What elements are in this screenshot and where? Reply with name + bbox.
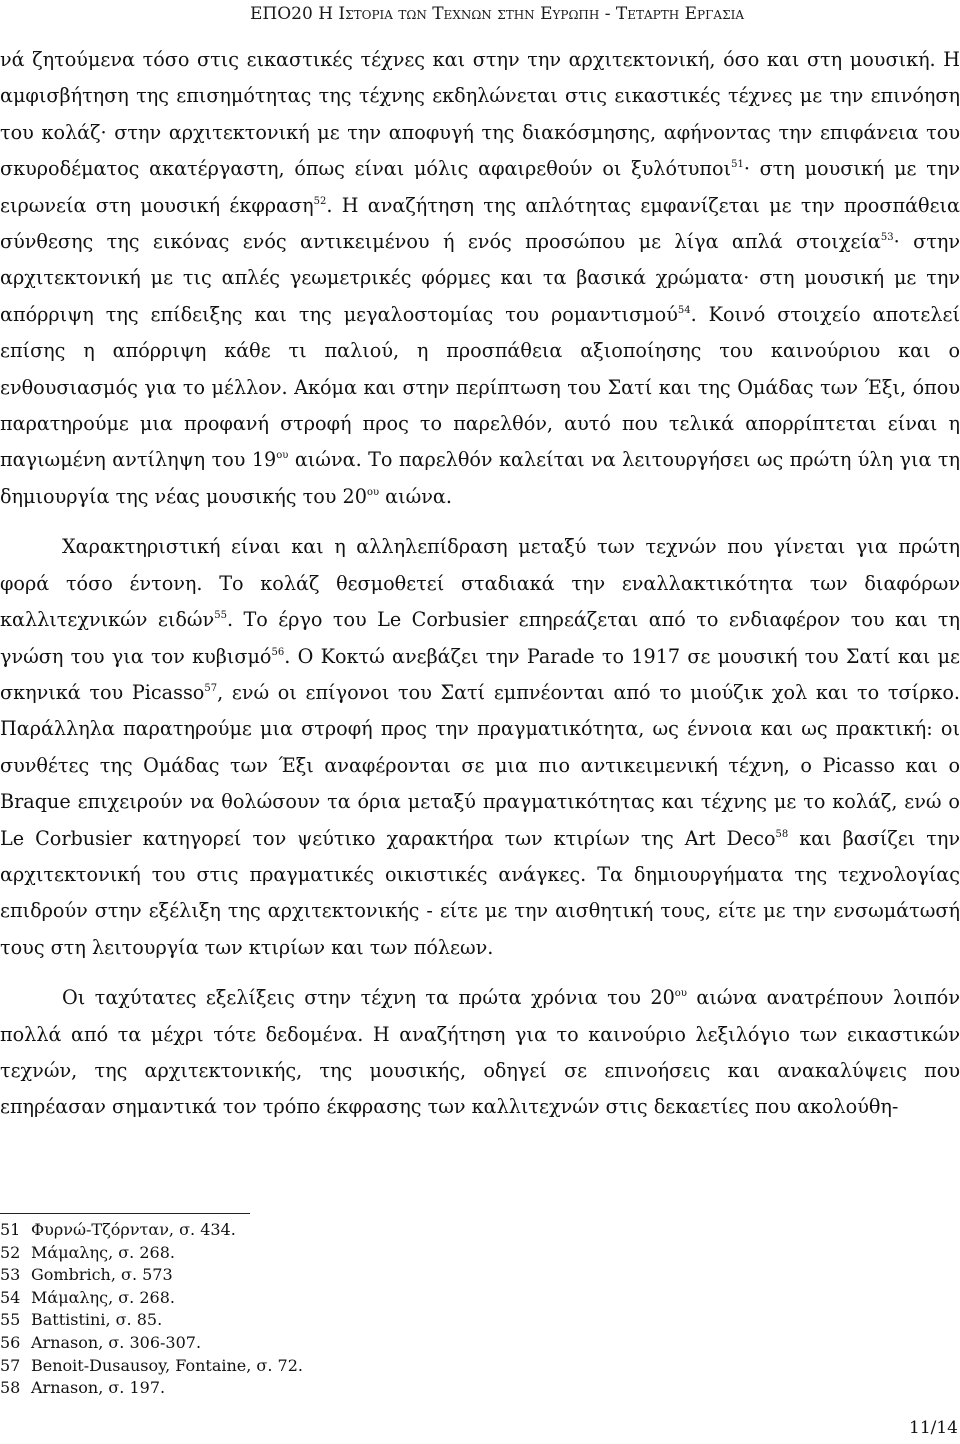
text-run: . Το έργο του Le Corbusier επηρεάζεται από το ενδιαφέρον του και τη γνώση του για τον κυβισμό	[0, 608, 960, 668]
text-run: αιώνα ανατρέπουν λοιπόν πολλά από τα μέχρι τότε δεδομένα. Η αναζήτηση για το καινούριο λεξιλόγιο των εικαστικών τεχνών, της αρχιτεκτονικής, της μουσικής, οδηγεί σε επινοήσεις και ανακαλύψεις που επηρέασαν σημαντικά τον τρόπο έκφρασης των καλλιτεχνών στις δεκαετίες που ακολούθη-	[0, 986, 960, 1119]
ordinal-suffix: ου	[276, 450, 289, 462]
text-run: νά ζητούμενα τόσο στις εικαστικές τέχνες και στην την αρχιτεκτονική, όσο και στη μουσική. Η αμφισβήτηση της επισημότητας της τέχνης εκδηλώνεται στις εικαστικές τέχνες με την επινόηση του κολάζ· στην αρχιτεκτονική με την αποφυγή της διακόσμησης, αφήνοντας την επιφάνεια του σκυροδέματος ακατέργαστη, όπως είναι μόλις αφαιρεθούν οι ξυλότυποι	[0, 48, 960, 181]
text-run: · στην αρχιτεκτονική με τις απλές γεωμετρικές φόρμες και τα βασικά χρώματα· στη μουσική με την απόρριψη της επίδειξης και της μεγαλοστομίας του ρομαντισμού	[0, 230, 960, 326]
footnote-ref[interactable]: 54	[677, 304, 691, 316]
text-run: αιώνα.	[379, 484, 452, 508]
footnote-text: Battistini, σ. 85.	[31, 1310, 163, 1330]
footnote-separator	[0, 1213, 250, 1214]
footnote-text: Φυρνώ-Τζόρνταν, σ. 434.	[31, 1220, 236, 1239]
body-text	[0, 42, 960, 1126]
paragraph-1	[0, 42, 960, 515]
paragraph-3	[0, 980, 960, 1126]
text-run: Οι ταχύτατες εξελίξεις στην τέχνη τα πρώτα χρόνια του 20	[62, 986, 675, 1010]
page-number: 11/14	[909, 1418, 958, 1438]
footnote-ref[interactable]: 53	[880, 232, 894, 244]
footnote-item	[0, 1219, 600, 1242]
footnote-text: Benoit-Dusausoy, Fontaine, σ. 72.	[31, 1355, 303, 1375]
text-run: . Η αναζήτηση της απλότητας εμφανίζεται με την προσπάθεια σύνθεσης της εικόνας ενός αντικειμένου ή ενός προσώπου με λίγα απλά στοιχεία	[0, 193, 960, 254]
footnote-number: 55	[0, 1310, 21, 1330]
text-run: Χαρακτηριστική είναι και η αλληλεπίδραση μεταξύ των τεχνών που γίνεται για πρώτη φορά τόσο έντονη. Το κολάζ θεσμοθετεί σταδιακά την εναλλακτικότητα των διαφόρων καλλιτεχνικών ειδών	[0, 535, 960, 632]
footnote-number: 56	[0, 1332, 21, 1352]
running-header: ΕΠΟ20 Η Ιστορια των Τεχνων στην Ευρωπη - Τεταρτη Εργασια	[250, 4, 744, 24]
ordinal-suffix: ου	[366, 486, 380, 498]
text-run: . Ο Κοκτώ ανεβάζει την Parade το 1917 σε μουσική του Σατί και με σκηνικά του Picasso	[0, 644, 960, 704]
footnote-text: Arnason, σ. 306-307.	[31, 1332, 202, 1352]
footnote-item	[0, 1264, 600, 1287]
ordinal-suffix: ου	[674, 988, 687, 1000]
footnote-number: 54	[0, 1287, 21, 1307]
text-run: · στη μουσική με την ειρωνεία στη μουσική έκφραση	[0, 157, 960, 217]
footnote-number: 52	[0, 1242, 21, 1262]
footnote-ref[interactable]: 52	[313, 195, 327, 207]
text-run: . Κοινό στοιχείο αποτελεί επίσης η απόρριψη κάθε τι παλιού, η προσπάθεια αξιοποίησης του καινούριου και ο ενθουσιασμός για το μέλλον. Ακόμα και στην περίπτωση του Σατί και της Ομάδας των Έξι, όπου παρατηρούμε μια προφανή στροφή προς το παρελθόν, αυτό που τελικά απορρίπτεται είναι η παγιωμένη αντίληψη του 19	[0, 302, 960, 472]
footnote-text: Arnason, σ. 197.	[31, 1378, 166, 1398]
footnote-ref[interactable]: 58	[775, 828, 789, 840]
footnote-item	[0, 1309, 600, 1332]
footnote-item	[0, 1377, 600, 1400]
paragraph-2	[0, 529, 960, 966]
footnote-ref[interactable]: 51	[731, 159, 744, 171]
footnote-ref[interactable]: 57	[204, 682, 218, 694]
footnote-item	[0, 1242, 600, 1265]
footnote-text: Μάμαλης, σ. 268.	[31, 1242, 175, 1262]
text-run: και βασίζει την αρχιτεκτονική του στις πραγματικές οικιστικές ανάγκες. Τα δημιουργήματα της τεχνολογίας επιδρούν στην εξέλιξη της αρχιτεκτονικής - είτε με την αισθητική τους, είτε με την ενσωμάτωσή τους στη λειτουργία των κτιρίων και των πόλεων.	[0, 826, 960, 959]
footnote-item	[0, 1355, 600, 1378]
footnote-item	[0, 1287, 600, 1310]
footnote-number: 53	[0, 1265, 21, 1285]
text-run: αιώνα. Το παρελθόν καλείται να λειτουργήσει ως πρώτη ύλη για τη δημιουργία της νέας μουσικής του 20	[0, 448, 960, 508]
footnote-ref[interactable]: 56	[271, 646, 285, 658]
footnote-number: 57	[0, 1355, 21, 1375]
footnote-number: 51	[0, 1220, 21, 1239]
footnotes-list	[0, 1219, 600, 1400]
footnote-number: 58	[0, 1378, 21, 1398]
footnote-text: Μάμαλης, σ. 268.	[31, 1287, 175, 1307]
text-run: , ενώ οι επίγονοι του Σατί εμπνέονται από το μιούζικ χολ και το τσίρκο. Παράλληλα παρατηρούμε μια στροφή προς την πραγματικότητα, ως έννοια και ως πρακτική: οι συνθέτες της Ομάδας των Έξι αναφέρονται σε μια πιο αντικειμενική τέχνη, ο Picasso και ο Braque επιχειρούν να θολώσουν τα όρια μεταξύ πραγματικότητας και τέχνης με το κολάζ, ενώ ο Le Corbusier κατηγορεί τον ψεύτικο χαρακτήρα των κτιρίων της Art Deco	[0, 680, 960, 850]
footnote-text: Gombrich, σ. 573	[31, 1265, 173, 1285]
footnote-item	[0, 1332, 600, 1355]
footnote-ref[interactable]: 55	[214, 610, 227, 622]
